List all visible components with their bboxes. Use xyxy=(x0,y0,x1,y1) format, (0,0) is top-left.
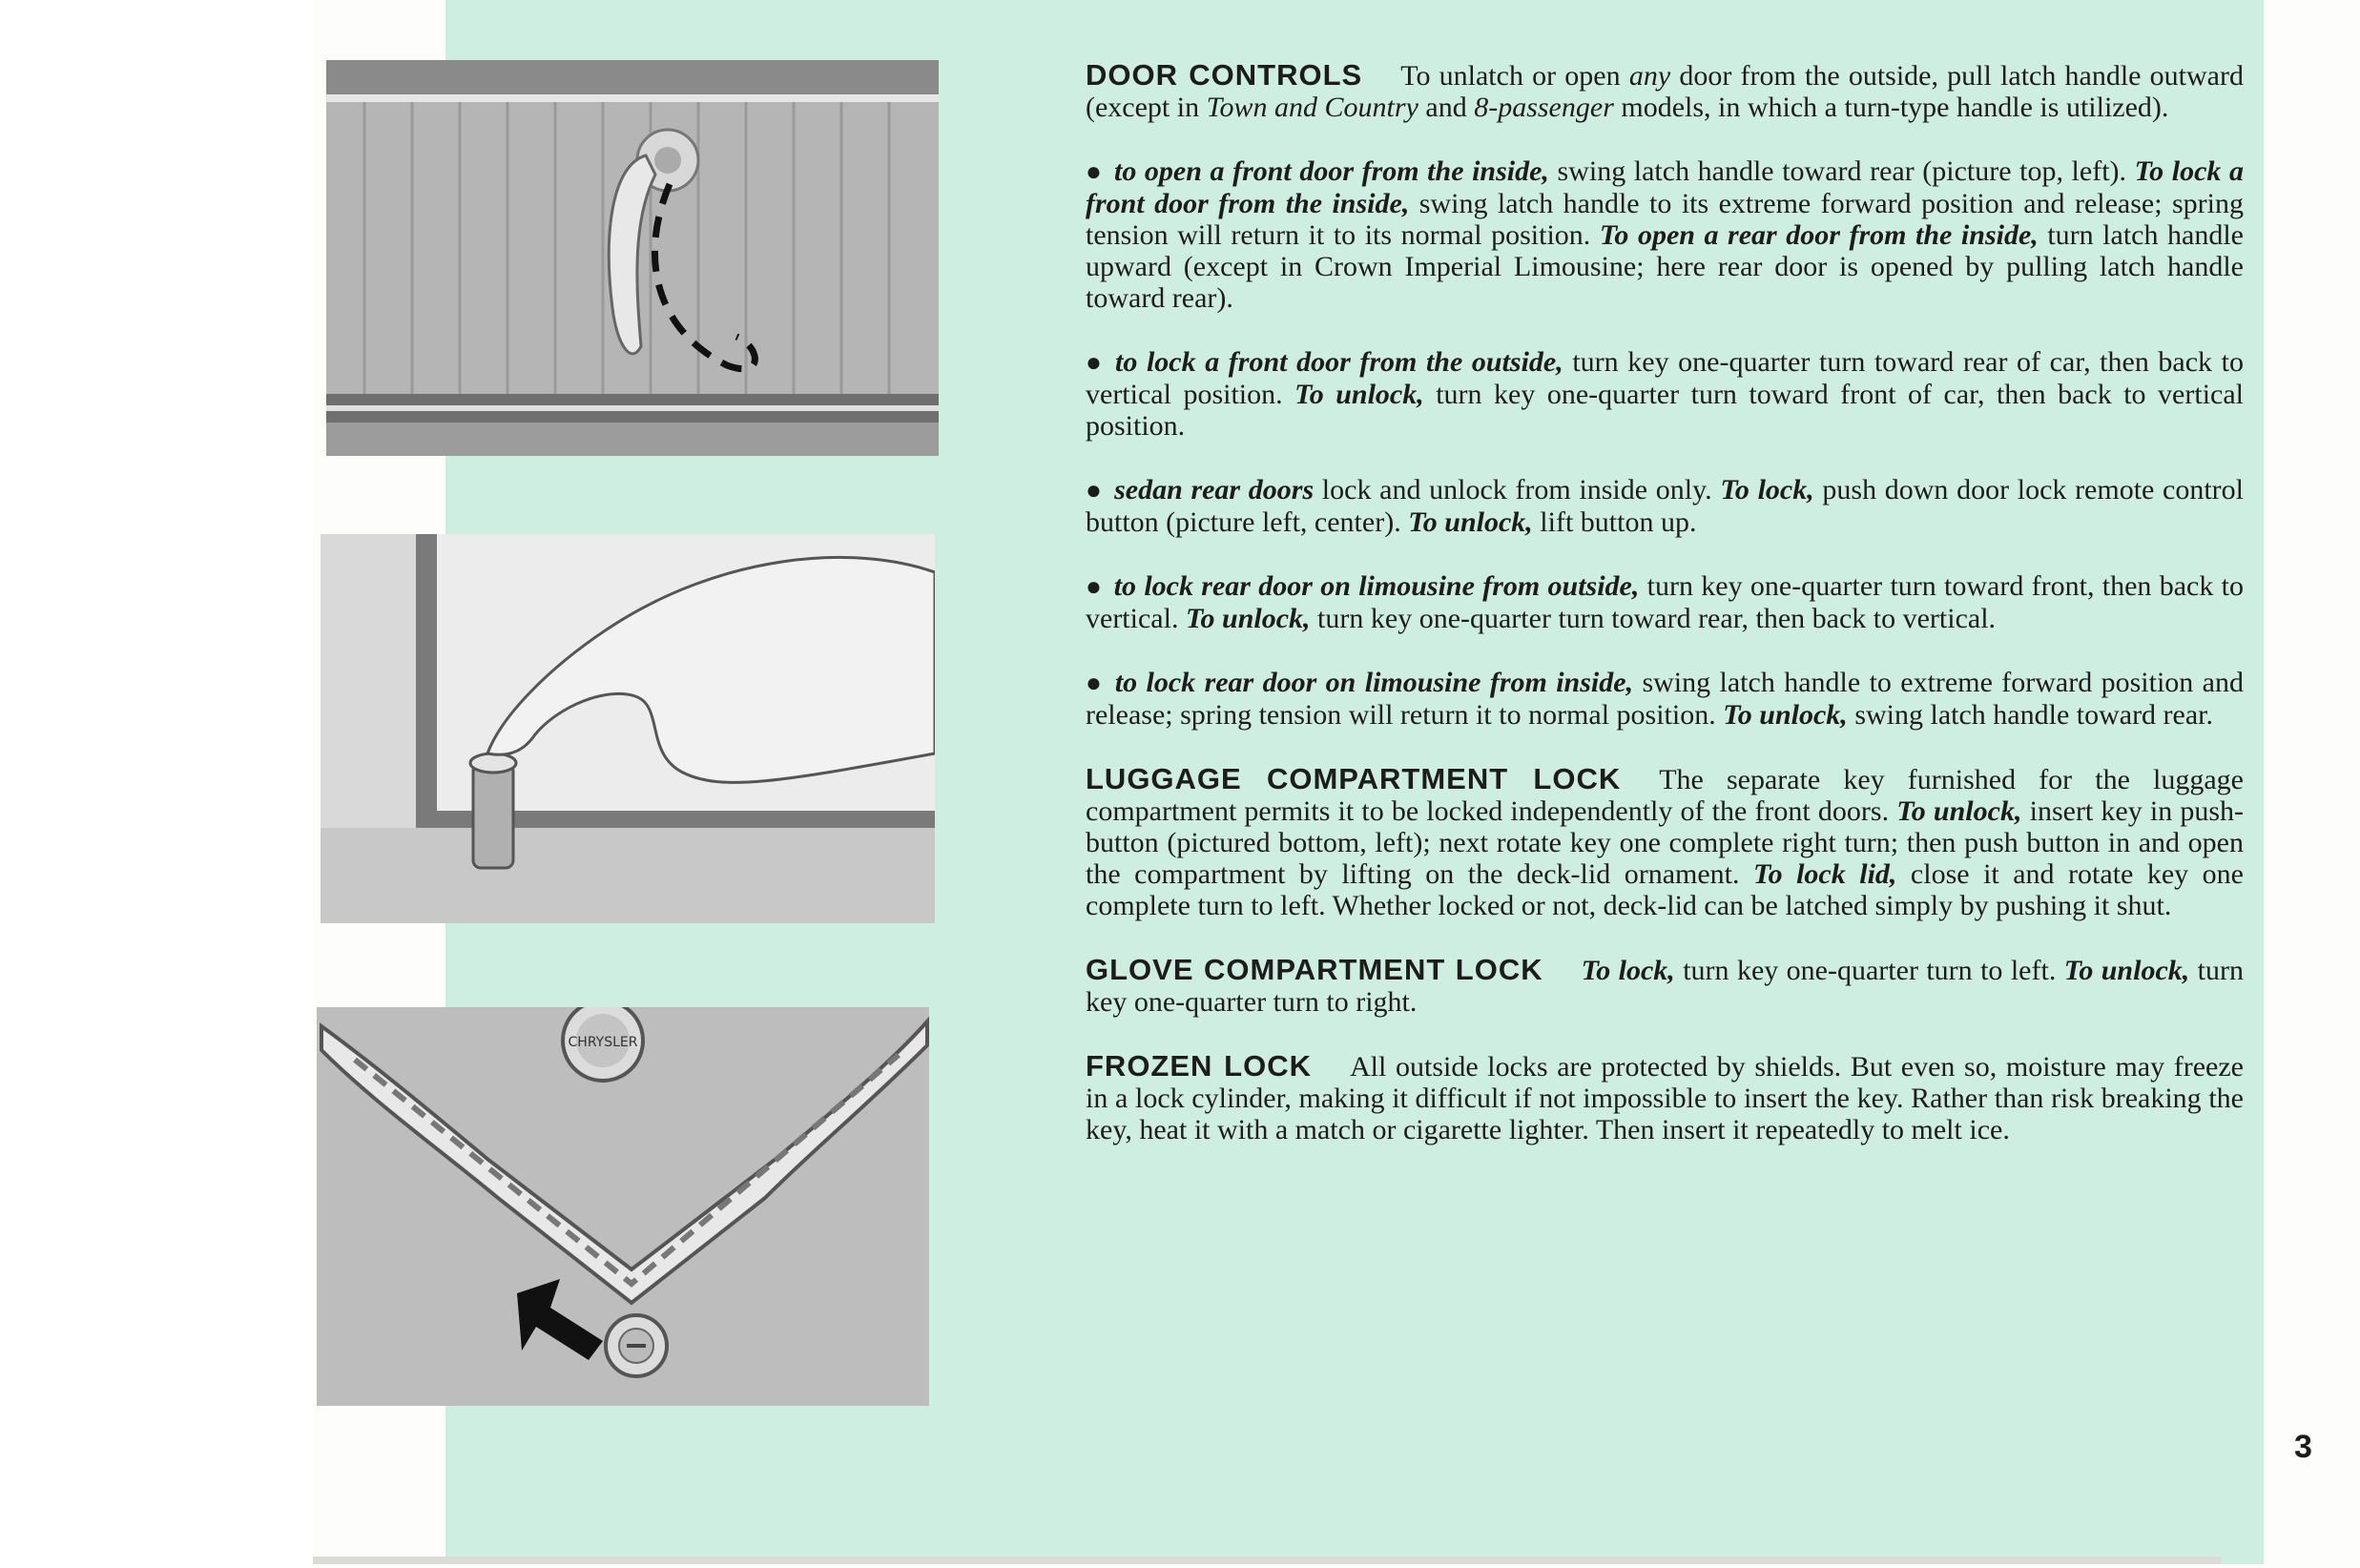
bullet-sedan-rear-doors xyxy=(1086,474,2244,538)
glove-heading: GLOVE COMPARTMENT LOCK xyxy=(1086,953,1543,986)
text: turn key one-quarter turn toward front of car, then back to vertical position. xyxy=(1086,379,2245,442)
text: to lock rear door on limousine from inside, xyxy=(1114,667,1634,698)
text: turn key one-quarter turn to right. xyxy=(1086,955,2245,1018)
text: 8-passenger xyxy=(1474,92,1614,123)
text: swing latch handle to extreme forward position and release; spring tension will return it to normal position. xyxy=(1086,667,2244,731)
luggage-compartment-paragraph xyxy=(1086,763,2244,921)
text: models, in which a turn-type handle is utilized). xyxy=(1613,92,2169,123)
chrysler-emblem: CHRYSLER xyxy=(568,1035,638,1050)
text: To unlock, xyxy=(1294,379,1424,410)
text: lift button up. xyxy=(1532,506,1697,538)
door-handle-illustration xyxy=(326,60,939,456)
text: turn key one-quarter turn toward rear of car, then back to vertical position. xyxy=(1086,346,2244,410)
text: To unlock, xyxy=(2063,955,2190,986)
text: To unlock, xyxy=(1408,506,1533,538)
text: close it and rotate key one complete turn to left. Whether locked or not, deck-lid can be latched simply by pushing it shut. xyxy=(1086,858,2244,921)
text: insert key in push-button (pictured bottom, left); next rotate key one complete right turn; then push button in and open the compartment by lifting on the deck-lid ornament. xyxy=(1086,795,2245,890)
text: swing latch handle to its extreme forward position and release; spring tension will return it to its normal position. xyxy=(1086,188,2244,251)
text: door from the outside, pull latch handle outward (except in xyxy=(1086,60,2244,123)
bullet-front-door-inside xyxy=(1086,155,2244,314)
text: To lock, xyxy=(1581,955,1675,986)
text: The separate key furnished for the luggage compartment permits it to be locked independently of the front doors. xyxy=(1086,764,2244,827)
glove-compartment-paragraph xyxy=(1086,954,2244,1018)
text: sedan rear doors xyxy=(1114,474,1315,505)
text: push down door lock remote control button (picture left, center). xyxy=(1086,474,2245,538)
deck-lid-ornament-illustration xyxy=(317,1007,929,1406)
text: to lock rear door on limousine from outside, xyxy=(1113,570,1640,602)
text: Town and Country xyxy=(1206,92,1418,123)
text: to open a front door from the inside, xyxy=(1114,155,1549,187)
text: To open a rear door from the inside, xyxy=(1599,219,2039,251)
text: and xyxy=(1418,92,1475,123)
text: turn latch handle upward (except in Crown Imperial Limousine; here rear door is opened by pulling latch handle toward rear). xyxy=(1086,219,2244,314)
text: swing latch handle toward rear. xyxy=(1847,699,2214,731)
text: swing latch handle toward rear (picture top, left). xyxy=(1548,155,2135,187)
deck-lid-ornament-photo xyxy=(317,1007,929,1406)
text: To unlatch or open xyxy=(1400,60,1629,92)
bullet-front-door-outside xyxy=(1086,346,2244,442)
text: To unlock, xyxy=(1723,699,1848,731)
lock-button-illustration xyxy=(321,534,935,923)
frozen-lock-heading: FROZEN LOCK xyxy=(1086,1049,1313,1083)
bullet-limousine-inside xyxy=(1086,667,2244,731)
text: To lock lid, xyxy=(1753,858,1897,890)
lock-button-photo xyxy=(321,534,935,923)
door-controls-heading: DOOR CONTROLS xyxy=(1086,58,1363,92)
bullet-icon: ● xyxy=(1086,157,1103,187)
text: to lock a front door from the outside, xyxy=(1115,346,1563,378)
text: lock and unlock from inside only. xyxy=(1314,474,1721,505)
text: any xyxy=(1628,60,1671,92)
text: All outside locks are protected by shields. But even so, moisture may freeze in a lock cylinder, making it difficult if not impossible to insert the key. Rather than risk breaking the key, heat it with a match or cigarette lighter. Then insert it repeatedly to melt ice. xyxy=(1086,1051,2244,1145)
text: To unlock, xyxy=(1185,603,1311,634)
text: turn key one-quarter turn to left. xyxy=(1674,955,2064,986)
bullet-limousine-outside xyxy=(1086,570,2244,634)
text: To lock a front door from the inside, xyxy=(1086,155,2244,219)
page-number: 3 xyxy=(2294,1429,2312,1465)
bullet-icon: ● xyxy=(1086,476,1104,505)
luggage-heading: LUGGAGE COMPARTMENT LOCK xyxy=(1086,762,1622,795)
bullet-icon: ● xyxy=(1086,348,1105,378)
text: turn key one-quarter turn toward rear, then back to vertical. xyxy=(1310,603,1997,634)
text: turn key one-quarter turn toward front, then back to vertical. xyxy=(1086,570,2244,634)
text: To unlock, xyxy=(1896,795,2022,827)
bullet-icon: ● xyxy=(1086,669,1104,698)
text-column xyxy=(1086,59,2244,1178)
page-bottom-edge xyxy=(313,1557,2221,1564)
door-handle-photo xyxy=(326,60,939,456)
door-controls-paragraph xyxy=(1086,59,2244,123)
bullet-icon: ● xyxy=(1086,572,1103,602)
text: To lock, xyxy=(1720,474,1814,505)
frozen-lock-paragraph xyxy=(1086,1050,2244,1145)
